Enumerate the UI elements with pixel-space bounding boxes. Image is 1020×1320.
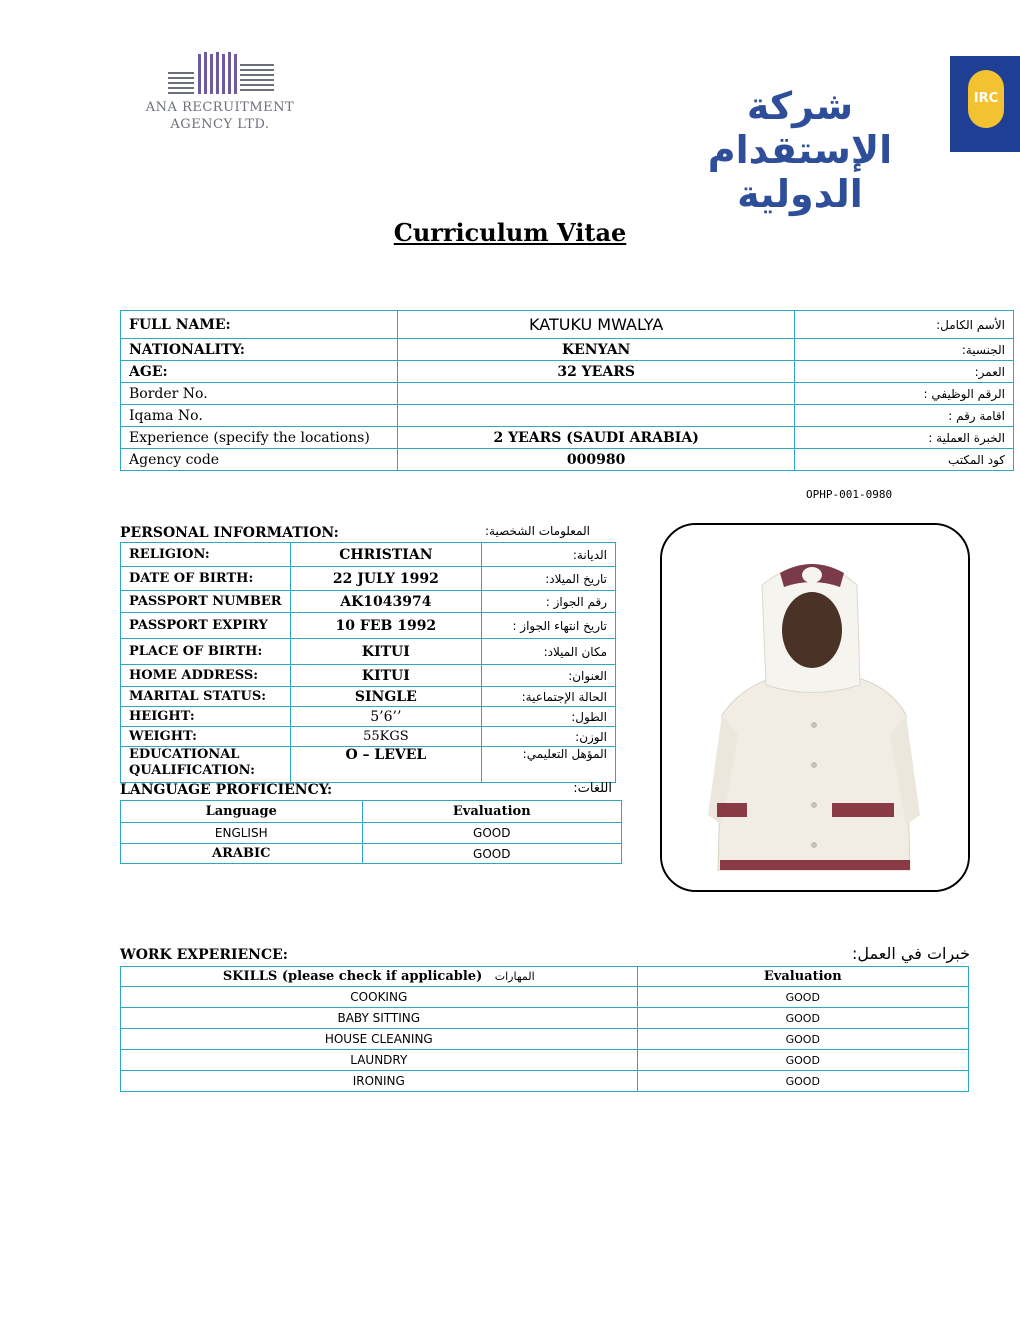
home-address-label: HOME ADDRESS: (121, 665, 291, 687)
passport-expiry-arabic: تاريخ انتهاء الجواز : (482, 613, 616, 639)
work-experience-table (120, 966, 969, 1092)
experience-label: Experience (specify the locations) (121, 427, 398, 449)
border-no-value (397, 383, 794, 405)
table-row (121, 747, 616, 783)
work-experience-heading: WORK EXPERIENCE: (120, 947, 288, 963)
table-row (121, 591, 616, 613)
home-address-value: KITUI (290, 665, 482, 687)
language-heading: LANGUAGE PROFICIENCY: (120, 782, 333, 798)
religion-value: CHRISTIAN (290, 543, 482, 567)
passport-number-value: AK1043974 (290, 591, 482, 613)
table-row (121, 427, 1014, 449)
personal-info-table (120, 542, 616, 783)
table-row (121, 1008, 969, 1029)
table-row (121, 844, 622, 864)
education-arabic: المؤهل التعليمي: (482, 747, 616, 783)
skill-baby-sitting: BABY SITTING (121, 1008, 638, 1029)
personal-info-heading: PERSONAL INFORMATION: (120, 525, 339, 541)
evaluation-column-header: Evaluation (362, 801, 621, 823)
border-no-label: Border No. (121, 383, 398, 405)
skill-baby-sitting-eval: GOOD (637, 1008, 968, 1029)
ana-logo (130, 50, 310, 140)
personal-info-heading-arabic: المعلومات الشخصية: (484, 524, 590, 538)
marital-status-value: SINGLE (290, 687, 482, 707)
skills-header-text: SKILLS (please check if applicable) (222, 969, 483, 984)
page-title: Curriculum Vitae (393, 218, 627, 247)
nationality-value: KENYAN (397, 339, 794, 361)
skill-ironing: IRONING (121, 1071, 638, 1092)
education-label: EDUCATIONAL QUALIFICATION: (121, 747, 291, 783)
nationality-arabic: الجنسية: (795, 339, 1014, 361)
dob-label: DATE OF BIRTH: (121, 567, 291, 591)
place-of-birth-label: PLACE OF BIRTH: (121, 639, 291, 665)
person-photo-icon (662, 525, 968, 890)
table-row (121, 1029, 969, 1050)
height-label: HEIGHT: (121, 707, 291, 727)
skill-house-cleaning-eval: GOOD (637, 1029, 968, 1050)
iqama-no-label: Iqama No. (121, 405, 398, 427)
table-row (121, 543, 616, 567)
religion-arabic: الديانة: (482, 543, 616, 567)
skill-laundry-eval: GOOD (637, 1050, 968, 1071)
weight-label: WEIGHT: (121, 727, 291, 747)
full-name-label: FULL NAME: (121, 311, 398, 339)
dob-arabic: تاريخ الميلاد: (482, 567, 616, 591)
table-row (121, 405, 1014, 427)
irc-badge-icon (968, 70, 1004, 128)
place-of-birth-value: KITUI (290, 639, 482, 665)
place-of-birth-arabic: مكان الميلاد: (482, 639, 616, 665)
passport-number-label: PASSPORT NUMBER (121, 591, 291, 613)
weight-value: 55KGS (290, 727, 482, 747)
logo-line-2: AGENCY LTD. (170, 117, 270, 132)
skills-column-header (121, 967, 638, 987)
photo-frame (660, 523, 970, 892)
education-value: O – LEVEL (290, 747, 482, 783)
table-row (121, 1050, 969, 1071)
building-logo-icon (130, 50, 310, 98)
skills-evaluation-header: Evaluation (637, 967, 968, 987)
language-column-header: Language (121, 801, 363, 823)
table-row (121, 665, 616, 687)
skill-house-cleaning: HOUSE CLEANING (121, 1029, 638, 1050)
experience-value: 2 YEARS (SAUDI ARABIA) (397, 427, 794, 449)
home-address-arabic: العنوان: (482, 665, 616, 687)
table-row (121, 967, 969, 987)
height-arabic: الطول: (482, 707, 616, 727)
passport-number-arabic: رقم الجواز : (482, 591, 616, 613)
table-row (121, 339, 1014, 361)
table-row (121, 383, 1014, 405)
iqama-no-arabic: اقامة رقم : (795, 405, 1014, 427)
border-no-arabic: الرقم الوظيفي : (795, 383, 1014, 405)
table-row (121, 987, 969, 1008)
table-row (121, 687, 616, 707)
language-english-eval: GOOD (362, 823, 621, 844)
skill-laundry: LAUNDRY (121, 1050, 638, 1071)
table-row (121, 801, 622, 823)
marital-status-arabic: الحالة الإجتماعية: (482, 687, 616, 707)
table-row (121, 727, 616, 747)
agency-code-arabic: كود المكتب (795, 449, 1014, 471)
age-arabic: العمر: (795, 361, 1014, 383)
weight-arabic: الوزن: (482, 727, 616, 747)
table-row (121, 639, 616, 665)
summary-table (120, 310, 1014, 471)
table-row (121, 823, 622, 844)
height-value: 5’6’’ (290, 707, 482, 727)
skill-ironing-eval: GOOD (637, 1071, 968, 1092)
marital-status-label: MARITAL STATUS: (121, 687, 291, 707)
irc-badge-text: IRC (973, 91, 999, 106)
reference-code: OPHP-001-0980 (806, 488, 893, 501)
passport-expiry-label: PASSPORT EXPIRY (121, 613, 291, 639)
language-english: ENGLISH (121, 823, 363, 844)
full-name-value: KATUKU MWALYA (397, 311, 794, 339)
language-table (120, 800, 622, 864)
table-row (121, 311, 1014, 339)
dob-value: 22 JULY 1992 (290, 567, 482, 591)
logo-line-1: ANA RECRUITMENT (145, 100, 295, 115)
table-row (121, 1071, 969, 1092)
experience-arabic: الخبرة العملية : (795, 427, 1014, 449)
skills-header-arabic: المهارات (494, 970, 535, 983)
passport-expiry-value: 10 FEB 1992 (290, 613, 482, 639)
language-heading-arabic: اللغات: (573, 781, 612, 796)
irc-logo (660, 56, 1020, 216)
irc-logo-text: شركة الإستقدام الدولية (707, 84, 893, 216)
table-row (121, 613, 616, 639)
age-value: 32 YEARS (397, 361, 794, 383)
skill-cooking: COOKING (121, 987, 638, 1008)
age-label: AGE: (121, 361, 398, 383)
agency-code-value: 000980 (397, 449, 794, 471)
work-experience-heading-arabic: خبرات في العمل: (851, 944, 970, 963)
language-arabic-eval: GOOD (362, 844, 621, 864)
religion-label: RELIGION: (121, 543, 291, 567)
iqama-no-value (397, 405, 794, 427)
table-row (121, 567, 616, 591)
nationality-label: NATIONALITY: (121, 339, 398, 361)
agency-code-label: Agency code (121, 449, 398, 471)
table-row (121, 707, 616, 727)
table-row (121, 449, 1014, 471)
table-row (121, 361, 1014, 383)
full-name-arabic: الأسم الكامل: (795, 311, 1014, 339)
skill-cooking-eval: GOOD (637, 987, 968, 1008)
language-arabic: ARABIC (121, 844, 363, 864)
